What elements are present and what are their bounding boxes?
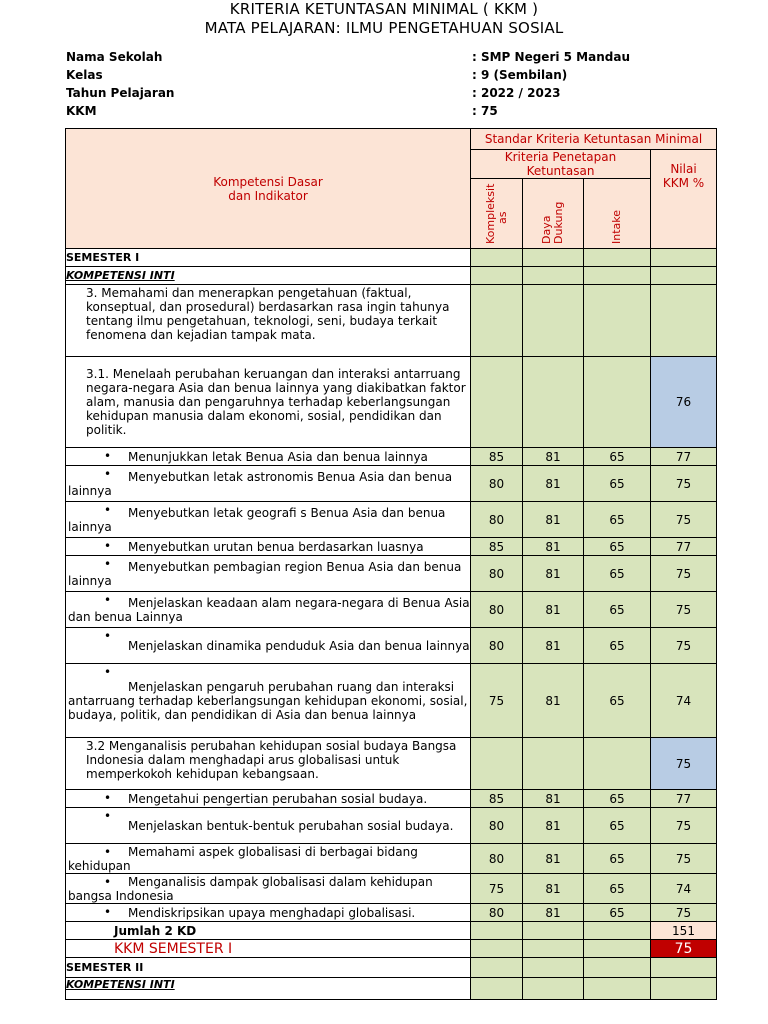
intake-value: 65: [584, 466, 651, 502]
indicator-text: Menunjukkan letak Benua Asia dan benua lainnya: [128, 450, 428, 464]
intake-value: 65: [584, 592, 651, 628]
header-nilai: [651, 150, 717, 249]
header-kompleksitas-line2: as: [495, 211, 509, 224]
daya-dukung-value: 81: [523, 790, 584, 808]
kompleksitas-value: 75: [471, 874, 523, 904]
daya-dukung-value: 81: [523, 502, 584, 538]
table-row: [66, 904, 717, 922]
indicator-cell: [66, 538, 471, 556]
indicator-cell: [66, 904, 471, 922]
indicator-cell: [66, 556, 471, 592]
bullet-icon: •: [104, 905, 112, 919]
bullet-icon: •: [104, 665, 112, 679]
kompleksitas-value: 80: [471, 628, 523, 664]
kompleksitas-value: 80: [471, 592, 523, 628]
bullet-icon: •: [104, 539, 112, 553]
kkm-semester-value: 75: [651, 940, 717, 958]
nilai-kkm-value: 77: [651, 790, 717, 808]
header-kompetensi-line2: dan Indikator: [228, 188, 308, 203]
nilai-kkm-value: 75: [651, 556, 717, 592]
bullet-icon: •: [104, 449, 112, 463]
indicator-text: Mengetahui pengertian perubahan sosial budaya.: [128, 792, 428, 806]
table-row: [66, 538, 717, 556]
daya-dukung-value: 81: [523, 874, 584, 904]
jumlah-label: Jumlah 2 KD: [66, 922, 471, 940]
ki-3-text: 3. Memahami dan menerapkan pengetahuan (faktual, konseptual, dan prosedural) berdasarkan rasa ingin tahunya tentang ilmu pengetahuan, teknologi, seni, budaya terkait fenomena dan kejadian tampak mata.: [66, 285, 471, 357]
nilai-kkm-value: 75: [651, 904, 717, 922]
indicator-cell: [66, 502, 471, 538]
nilai-kkm-value: 75: [651, 808, 717, 844]
jumlah-value: 151: [651, 922, 717, 940]
intake-value: 65: [584, 664, 651, 738]
intake-value: 65: [584, 874, 651, 904]
table-row: [66, 466, 717, 502]
indicator-cell: [66, 628, 471, 664]
table-row: [66, 502, 717, 538]
kompleksitas-value: 85: [471, 790, 523, 808]
bullet-icon: •: [104, 557, 112, 571]
header-daya-line2: Dukung: [552, 201, 565, 244]
kompleksitas-value: 80: [471, 466, 523, 502]
header-intake-text: Intake: [610, 209, 623, 244]
info-block: [66, 48, 686, 120]
indicator-cell: [66, 790, 471, 808]
header-daya-line1: Daya: [540, 215, 553, 244]
nilai-kkm-value: 77: [651, 448, 717, 466]
table-row: [66, 556, 717, 592]
header-nilai-line1: Nilai: [670, 162, 697, 176]
nilai-kkm-value: 77: [651, 538, 717, 556]
nilai-kkm-value: 74: [651, 874, 717, 904]
table-row: [66, 844, 717, 874]
header-kompleksitas: [471, 179, 523, 249]
info-value: : SMP Negeri 5 Mandau: [472, 50, 630, 64]
header-standar: Standar Kriteria Ketuntasan Minimal: [471, 129, 717, 150]
semester-1-label: SEMESTER I: [66, 249, 471, 267]
kompleksitas-value: 80: [471, 904, 523, 922]
indicator-cell: [66, 592, 471, 628]
indicator-cell: [66, 448, 471, 466]
header-nilai-line2: KKM %: [662, 176, 705, 190]
indicator-cell: [66, 466, 471, 502]
indicator-cell: [66, 808, 471, 844]
title-line-1: KRITERIA KETUNTASAN MINIMAL ( KKM ): [229, 0, 539, 18]
indicator-cell: [66, 844, 471, 874]
header-daya-dukung: [523, 179, 584, 249]
nilai-kkm-value: 75: [651, 844, 717, 874]
indicator-text: Memahami aspek globalisasi di berbagai bidang kehidupan: [68, 845, 418, 873]
kompetensi-inti-2-label: KOMPETENSI INTI: [66, 978, 471, 1000]
intake-value: 65: [584, 844, 651, 874]
intake-value: 65: [584, 808, 651, 844]
indicator-text: Menyebutkan pembagian region Benua Asia dan benua lainnya: [68, 560, 462, 588]
kd-3-2-text: 3.2 Menganalisis perubahan kehidupan sosial budaya Bangsa Indonesia dalam menghadapi arus globalisasi untuk memperkokoh kehidupan kebangsaan.: [66, 738, 471, 790]
bullet-icon: •: [104, 791, 112, 805]
intake-value: 65: [584, 448, 651, 466]
kompleksitas-value: 80: [471, 556, 523, 592]
daya-dukung-value: 81: [523, 664, 584, 738]
bullet-icon: •: [104, 503, 112, 517]
nilai-kkm-value: 75: [651, 502, 717, 538]
kd-3-1-nilai: 76: [651, 357, 717, 448]
table-row: [66, 628, 717, 664]
table-row: [66, 664, 717, 738]
intake-value: 65: [584, 628, 651, 664]
nilai-kkm-value: 75: [651, 628, 717, 664]
kompleksitas-value: 80: [471, 808, 523, 844]
info-school: [66, 48, 686, 66]
daya-dukung-value: 81: [523, 538, 584, 556]
table-row: [66, 448, 717, 466]
bullet-icon: •: [104, 809, 112, 823]
header-kompetensi: [66, 129, 471, 249]
info-value: : 75: [472, 104, 498, 118]
header-intake: [584, 179, 651, 249]
indicator-text: Menyebutkan urutan benua berdasarkan luasnya: [128, 540, 424, 554]
kompleksitas-value: 75: [471, 664, 523, 738]
table-row: [66, 874, 717, 904]
kompleksitas-value: 80: [471, 502, 523, 538]
kompleksitas-value: 85: [471, 448, 523, 466]
kd-3-1-text: 3.1. Menelaah perubahan keruangan dan interaksi antarruang negara-negara Asia dan benua lainnya yang diakibatkan faktor alam, manusia dan pengaruhnya terhadap keberlangsungan kehidupan manusia dalam ekonomi, sosial, pendidikan dan politik.: [66, 357, 471, 448]
header-kompetensi-line1: Kompetensi Dasar: [213, 174, 323, 189]
daya-dukung-value: 81: [523, 808, 584, 844]
intake-value: 65: [584, 904, 651, 922]
info-year: [66, 84, 686, 102]
kompetensi-inti-label: KOMPETENSI INTI: [66, 267, 471, 285]
table-row: [66, 808, 717, 844]
intake-value: 65: [584, 538, 651, 556]
indicator-text: Menganalisis dampak globalisasi dalam kehidupan bangsa Indonesia: [68, 875, 433, 903]
indicator-text: Menyebutkan letak astronomis Benua Asia dan benua lainnya: [68, 470, 453, 498]
info-label: Kelas: [66, 68, 103, 82]
kompleksitas-value: 80: [471, 844, 523, 874]
daya-dukung-value: 81: [523, 592, 584, 628]
bullet-icon: •: [104, 845, 112, 859]
indicator-text: Menjelaskan dinamika penduduk Asia dan benua lainnya: [128, 639, 470, 653]
info-label: KKM: [66, 104, 97, 118]
header-kriteria: Kriteria Penetapan Ketuntasan: [471, 150, 651, 179]
kompleksitas-value: 85: [471, 538, 523, 556]
semester-2-label: SEMESTER II: [66, 958, 471, 978]
info-value: : 9 (Sembilan): [472, 68, 568, 82]
header-kompleksitas-line1: Kompleksit: [483, 183, 497, 244]
intake-value: 65: [584, 502, 651, 538]
info-class: [66, 66, 686, 84]
kkm-semester-label: KKM SEMESTER I: [66, 940, 471, 958]
info-value: : 2022 / 2023: [472, 86, 561, 100]
table-row: [66, 592, 717, 628]
table-row: [66, 790, 717, 808]
indicator-text: Menjelaskan pengaruh perubahan ruang dan interaksi antarruang terhadap keberlangsungan kehidupan ekonomi, sosial, budaya, politik, dan pendidikan di Asia dan benua lainnya: [68, 680, 468, 722]
bullet-icon: •: [104, 629, 112, 643]
indicator-text: Menjelaskan keadaan alam negara-negara di Benua Asia dan benua Lainnya: [68, 596, 470, 624]
info-kkm: [66, 102, 686, 120]
intake-value: 65: [584, 556, 651, 592]
info-label: Tahun Pelajaran: [66, 86, 175, 100]
indicator-cell: [66, 874, 471, 904]
kkm-table: [65, 128, 717, 1000]
bullet-icon: •: [104, 467, 112, 481]
daya-dukung-value: 81: [523, 466, 584, 502]
info-label: Nama Sekolah: [66, 50, 163, 64]
indicator-text: Mendiskripsikan upaya menghadapi globalisasi.: [128, 906, 416, 920]
intake-value: 65: [584, 790, 651, 808]
kd-3-2-nilai: 75: [651, 738, 717, 790]
daya-dukung-value: 81: [523, 448, 584, 466]
nilai-kkm-value: 75: [651, 466, 717, 502]
daya-dukung-value: 81: [523, 628, 584, 664]
indicator-text: Menjelaskan bentuk-bentuk perubahan sosial budaya.: [128, 819, 454, 833]
nilai-kkm-value: 75: [651, 592, 717, 628]
daya-dukung-value: 81: [523, 556, 584, 592]
daya-dukung-value: 81: [523, 904, 584, 922]
nilai-kkm-value: 74: [651, 664, 717, 738]
bullet-icon: •: [104, 593, 112, 607]
indicator-cell: [66, 664, 471, 738]
title-line-2: MATA PELAJARAN: ILMU PENGETAHUAN SOSIAL: [204, 19, 564, 37]
bullet-icon: •: [104, 875, 112, 889]
indicator-text: Menyebutkan letak geografi s Benua Asia dan benua lainnya: [68, 506, 446, 534]
daya-dukung-value: 81: [523, 844, 584, 874]
